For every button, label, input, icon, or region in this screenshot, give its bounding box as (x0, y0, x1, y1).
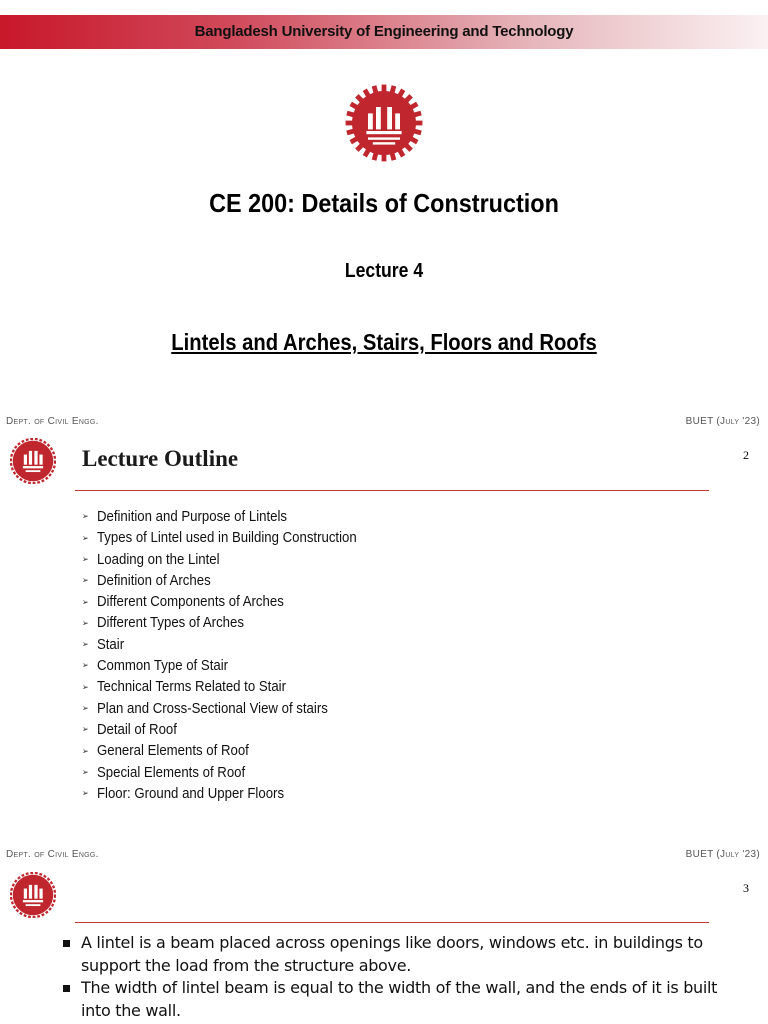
buet-logo-icon (344, 83, 424, 163)
heading-divider (75, 490, 709, 491)
list-item: ➢ Different Types of Arches (82, 612, 357, 633)
list-item: ➢ General Elements of Roof (82, 740, 357, 761)
arrow-bullet-icon: ➢ (82, 596, 89, 607)
arrow-bullet-icon: ➢ (82, 788, 89, 799)
arrow-bullet-icon: ➢ (82, 532, 89, 543)
lecture-number: Lecture 4 (344, 260, 424, 282)
arrow-bullet-icon: ➢ (82, 553, 89, 564)
slide-heading: Lecture Outline (82, 446, 239, 471)
arrow-bullet-icon: ➢ (82, 703, 89, 714)
list-item: ➢ Plan and Cross-Sectional View of stairs (82, 698, 357, 719)
buet-logo-icon (10, 872, 56, 918)
list-item: A lintel is a beam placed across openings like doors, windows etc. in buildings to support the load from the structure above. (62, 932, 722, 977)
university-banner (0, 15, 768, 49)
buet-logo-icon (10, 438, 56, 484)
course-title: CE 200: Details of Construction (209, 188, 559, 218)
list-item: The width of lintel beam is equal to the width of the wall, and the ends of it is built into the wall. (62, 977, 722, 1022)
arrow-bullet-icon: ➢ (82, 681, 89, 692)
institution-date-label: BUET (July '23) (685, 849, 760, 860)
list-item: ➢ Floor: Ground and Upper Floors (82, 783, 357, 804)
list-item: ➢ Loading on the Lintel (82, 549, 357, 570)
institution-date-label: BUET (July '23) (685, 416, 760, 427)
list-item: ➢ Stair (82, 634, 357, 655)
arrow-bullet-icon: ➢ (82, 724, 89, 735)
square-bullet-icon (63, 985, 70, 992)
page-number: 2 (743, 448, 749, 462)
university-name: Bangladesh University of Engineering and Technology (194, 23, 574, 40)
lecture-topics: Lintels and Arches, Stairs, Floors and Roofs (171, 329, 597, 355)
arrow-bullet-icon: ➢ (82, 660, 89, 671)
bullet-list (62, 932, 722, 1022)
list-item: ➢ Definition and Purpose of Lintels (82, 506, 357, 527)
department-label: Dept. of Civil Engg. (6, 849, 99, 860)
square-bullet-icon (63, 940, 70, 947)
heading-divider (75, 922, 709, 923)
list-item: ➢ Definition of Arches (82, 570, 357, 591)
department-label: Dept. of Civil Engg. (6, 416, 99, 427)
arrow-bullet-icon: ➢ (82, 745, 89, 756)
arrow-bullet-icon: ➢ (82, 511, 89, 522)
slide-footer (0, 849, 768, 863)
outline-list (82, 506, 394, 804)
list-item: ➢ Different Components of Arches (82, 591, 357, 612)
arrow-bullet-icon: ➢ (82, 766, 89, 777)
list-item: ➢ Types of Lintel used in Building Construction (82, 527, 357, 548)
list-item: ➢ Detail of Roof (82, 719, 357, 740)
list-item: ➢ Technical Terms Related to Stair (82, 676, 357, 697)
arrow-bullet-icon: ➢ (82, 639, 89, 650)
list-item: ➢ Special Elements of Roof (82, 762, 357, 783)
page-number: 3 (743, 881, 749, 895)
title-slide (0, 0, 768, 400)
arrow-bullet-icon: ➢ (82, 575, 89, 586)
arrow-bullet-icon: ➢ (82, 617, 89, 628)
slide-footer (0, 416, 768, 430)
list-item: ➢ Common Type of Stair (82, 655, 357, 676)
